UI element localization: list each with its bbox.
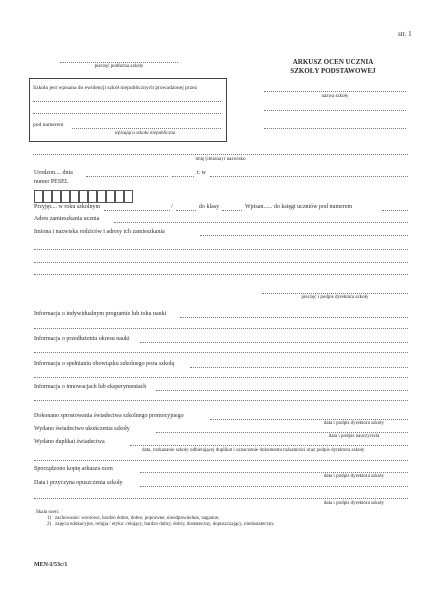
- school-name-caption: nazwa szkoły: [321, 94, 349, 99]
- student-name-line[interactable]: [33, 154, 408, 155]
- registry-number-label: pod numerem: [33, 122, 64, 128]
- duplicate-label: Wydano duplikat świadectwa: [34, 439, 105, 445]
- innovations-line-2[interactable]: [34, 400, 408, 401]
- parents-label: Imiona i nazwiska rodziców i adresy ich zamieszkania: [34, 229, 165, 235]
- parents-line-2[interactable]: [34, 249, 408, 250]
- copy-signature-caption: data i podpis dyrektora szkoły: [323, 474, 385, 479]
- registry-caption: wpisująca szkoła niepubliczna: [114, 131, 176, 136]
- birth-label: Urodzon.... dnia: [34, 170, 73, 176]
- address-line[interactable]: [114, 222, 408, 223]
- birth-place-line[interactable]: [210, 176, 408, 177]
- registry-text: Szkoła jest wpisana do ewidencji szkół niepublicznych prowadzonej przez: [33, 85, 198, 91]
- leaving-signature-caption: data i podpis dyrektora szkoły: [323, 501, 385, 506]
- registry-number-line[interactable]: [72, 128, 221, 129]
- address-label: Adres zamieszkania ucznia: [34, 216, 100, 222]
- year-slash: /: [171, 204, 173, 210]
- copy-made-label: Sporządzono kopię arkusza ocen: [34, 466, 113, 472]
- innovations-label: Informacja o innowacjach lub eksperymentach: [34, 384, 147, 390]
- pesel-digit-7[interactable]: [88, 190, 97, 203]
- parents-line-1[interactable]: [200, 235, 408, 236]
- school-stamp-caption: pieczęć podłużna szkoły: [94, 64, 144, 69]
- registry-line-2[interactable]: [33, 113, 221, 114]
- pesel-label: numer PESEL: [34, 179, 69, 185]
- compulsory-outside-line-2[interactable]: [34, 377, 408, 378]
- school-name-line-3[interactable]: [264, 128, 406, 129]
- duplicate-line-2[interactable]: [34, 460, 408, 461]
- pesel-digit-11[interactable]: [124, 190, 133, 203]
- pesel-digit-5[interactable]: [70, 190, 79, 203]
- completion-signature-caption: data i podpis nauczyciela: [328, 434, 380, 439]
- pesel-digit-6[interactable]: [79, 190, 88, 203]
- principal-stamp-caption: pieczęć i podpis dyrektora szkoły: [301, 295, 369, 300]
- page-number: str. 1: [398, 30, 412, 38]
- school-name-line-2[interactable]: [264, 110, 406, 111]
- entry-label: Wpisan...... do księgi uczniów pod numerem: [245, 204, 353, 210]
- grading-scale-item2-num: 2): [47, 522, 52, 527]
- extended-period-line-1[interactable]: [140, 342, 408, 343]
- student-name-caption: imię (imiona) i nazwisko: [195, 157, 246, 162]
- completion-certificate-line[interactable]: [156, 432, 408, 433]
- principal-stamp-line[interactable]: [262, 293, 408, 294]
- birth-date-line[interactable]: [86, 176, 168, 177]
- admission-year-line-2[interactable]: [176, 210, 196, 211]
- extended-period-label: Informacja o przedłużeniu okresu nauki: [34, 336, 130, 342]
- birth-year-line[interactable]: [172, 176, 194, 177]
- leaving-date-line-1[interactable]: [140, 486, 408, 487]
- parents-line-3[interactable]: [34, 262, 408, 263]
- pesel-digit-8[interactable]: [97, 190, 106, 203]
- grading-scale-title: Skala ocen:: [36, 510, 60, 515]
- form-title-line2: SZKOŁY PODSTAWOWEJ: [290, 67, 376, 75]
- registry-box: [29, 78, 227, 142]
- compulsory-outside-line-1[interactable]: [190, 367, 408, 368]
- compulsory-outside-label: Informacja o spełnianiu obowiązku szkolnego poza szkołą: [34, 361, 175, 367]
- extended-period-line-2[interactable]: [34, 352, 408, 353]
- certificate-correction-label: Dokonano sprostowania świadectwa szkolnego promocyjnego: [34, 413, 184, 419]
- school-name-line[interactable]: [264, 91, 406, 92]
- correction-signature-caption: data i podpis dyrektora szkoły: [323, 421, 385, 426]
- duplicate-caption: data, rozkazanie szkoły odbierającej duplikat i oznaczenie dokumentu tożsamości oraz podpis dyrektora szkoły: [142, 448, 365, 453]
- duplicate-line-1[interactable]: [130, 445, 408, 446]
- pesel-digit-9[interactable]: [106, 190, 115, 203]
- pesel-digit-10[interactable]: [115, 190, 124, 203]
- individual-program-line-1[interactable]: [180, 317, 408, 318]
- copy-made-line[interactable]: [140, 472, 408, 473]
- entry-number-line[interactable]: [382, 210, 408, 211]
- birth-place-label: r. w: [197, 170, 206, 176]
- form-code: MEN-I/53c/1: [34, 562, 68, 568]
- pesel-digit-4[interactable]: [61, 190, 70, 203]
- innovations-line-1[interactable]: [156, 390, 408, 391]
- leaving-date-line-2[interactable]: [34, 498, 408, 499]
- school-stamp-line[interactable]: [60, 62, 178, 63]
- individual-program-label: Informacja o indywidualnym programie lub toku nauki: [34, 311, 167, 317]
- completion-certificate-label: Wydano świadectwo ukończenia szkoły: [34, 426, 130, 432]
- registry-line-1[interactable]: [33, 101, 221, 102]
- grading-scale-item2: zajęcia edukacyjne, religia / etyka: celujący, bardzo dobry, dobry, dostateczny, dopuszczający, niedostateczny.: [55, 522, 275, 527]
- class-line[interactable]: [222, 210, 242, 211]
- grading-scale-item1: zachowanie: wzorowe, bardzo dobre, dobre, poprawne, nieodpowiednie, naganne;: [55, 516, 220, 521]
- pesel-digit-3[interactable]: [52, 190, 61, 203]
- admission-label: Przyjęt.... w roku szkolnym: [34, 204, 101, 210]
- parents-line-4[interactable]: [34, 274, 408, 275]
- grading-scale-item1-num: 1): [47, 516, 52, 521]
- pesel-digit-1[interactable]: [34, 190, 43, 203]
- pesel-digit-2[interactable]: [43, 190, 52, 203]
- form-title-line1: ARKUSZ OCEN UCZNIA: [292, 58, 374, 66]
- certificate-correction-line[interactable]: [210, 419, 408, 420]
- class-label: do klasy: [199, 204, 220, 210]
- admission-year-line[interactable]: [104, 210, 170, 211]
- leaving-date-label: Data i przyczyna opuszczenia szkoły: [34, 480, 123, 486]
- individual-program-line-2[interactable]: [34, 328, 408, 329]
